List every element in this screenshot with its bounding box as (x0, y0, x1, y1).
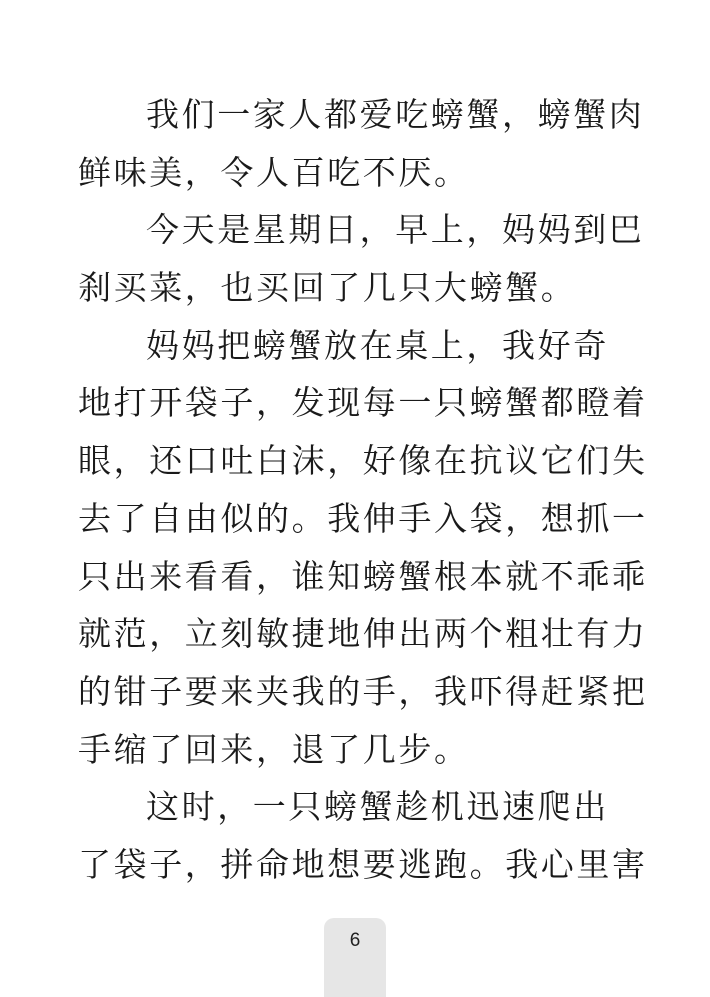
text-line: 就范，立刻敏捷地伸出两个粗壮有力 (78, 614, 648, 654)
text-line: 的钳子要来夹我的手，我吓得赶紧把 (78, 671, 648, 711)
paragraph (78, 317, 648, 779)
text-line: 了袋子，拼命地想要逃跑。我心里害 (78, 844, 648, 884)
text-line: 只出来看看，谁知螃蟹根本就不乖乖 (78, 556, 648, 596)
text-line: 我们一家人都爱吃螃蟹，螃蟹肉 (146, 95, 645, 134)
paragraph (78, 86, 645, 201)
page-number: 6 (349, 930, 361, 951)
text-line: 这时，一只螃蟹趁机迅速爬出 (146, 787, 609, 827)
text-line: 地打开袋子，发现每一只螃蟹都瞪着 (78, 383, 648, 423)
text-line: 手缩了回来，退了几步。 (78, 729, 470, 769)
text-line: 眼，还口吐白沫，好像在抗议它们失 (78, 441, 648, 481)
text-line: 鲜味美，令人百吃不厌。 (78, 152, 470, 192)
text-line: 去了自由似的。我伸手入袋，想抓一 (78, 498, 648, 538)
text-line: 妈妈把螃蟹放在桌上，我好奇 (146, 325, 609, 365)
text-line: 刹买菜，也买回了几只大螃蟹。 (78, 268, 577, 308)
text-line: 今天是星期日，早上，妈妈到巴 (146, 210, 645, 250)
page-number-tab (324, 918, 386, 997)
paragraph (78, 201, 645, 316)
paragraph (78, 778, 648, 893)
story-text (78, 86, 648, 894)
